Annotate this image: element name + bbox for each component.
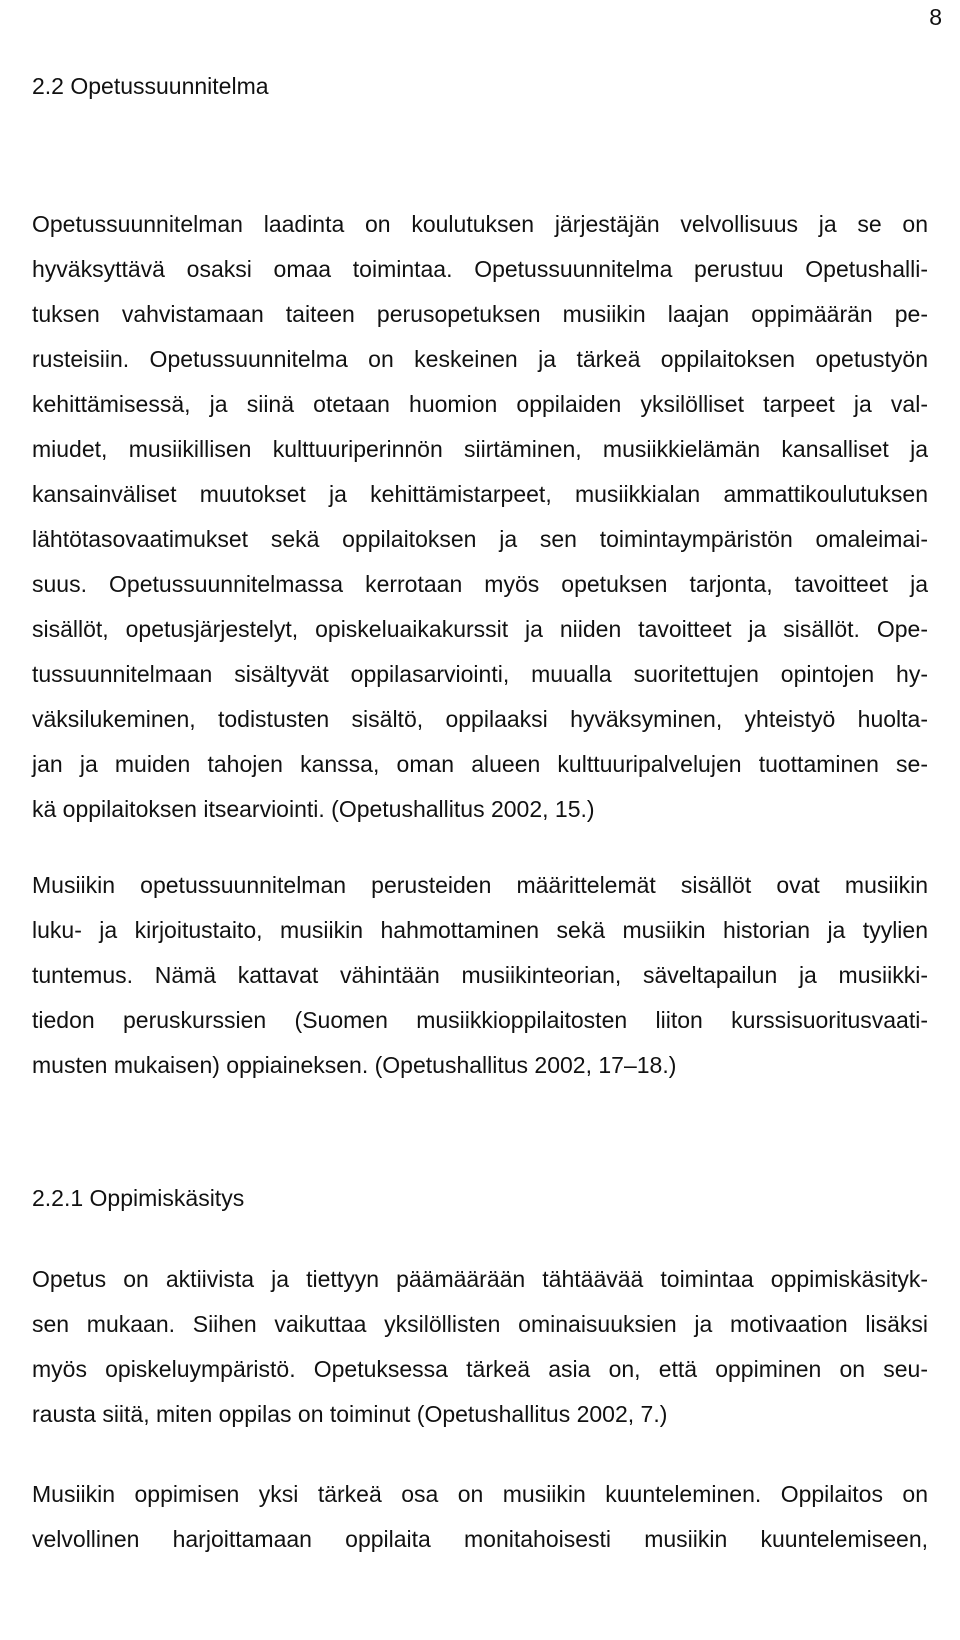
subsection-heading: 2.2.1 Oppimiskäsitys (32, 1185, 245, 1211)
text-line: kansainväliset muutokset ja kehittämistarpeet, musiikkialan ammattikoulutuksen (32, 481, 928, 507)
text-line: musten mukaisen) oppiaineksen. (Opetushallitus 2002, 17–18.) (32, 1052, 677, 1078)
text-line: Opetus on aktiivista ja tiettyyn päämäärään tähtäävää toimintaa oppimiskäsityk- (32, 1266, 928, 1292)
text-line: tussuunnitelmaan sisältyvät oppilasarviointi, muualla suoritettujen opintojen hy- (32, 661, 928, 687)
text-line: kä oppilaitoksen itsearviointi. (Opetushallitus 2002, 15.) (32, 796, 595, 822)
text-line: tuksen vahvistamaan taiteen perusopetuksen musiikin laajan oppimäärän pe- (32, 301, 928, 327)
page-number: 8 (929, 4, 942, 30)
text-line: kehittämisessä, ja siinä otetaan huomion oppilaiden yksilölliset tarpeet ja val- (32, 391, 928, 417)
text-line: rausta siitä, miten oppilas on toiminut (Opetushallitus 2002, 7.) (32, 1401, 668, 1427)
text-line: tuntemus. Nämä kattavat vähintään musiikinteorian, säveltapailun ja musiikki- (32, 962, 928, 988)
text-line: sen mukaan. Siihen vaikuttaa yksilöllisten ominaisuuksien ja motivaation lisäksi (32, 1311, 928, 1337)
text-line: Musiikin opetussuunnitelman perusteiden määrittelemät sisällöt ovat musiikin (32, 872, 928, 898)
text-line: Opetussuunnitelman laadinta on koulutuksen järjestäjän velvollisuus ja se on (32, 211, 928, 237)
text-line: myös opiskeluympäristö. Opetuksessa tärkeä asia on, että oppiminen on seu- (32, 1356, 928, 1382)
text-line: Musiikin oppimisen yksi tärkeä osa on musiikin kuunteleminen. Oppilaitos on (32, 1481, 928, 1507)
text-line: luku- ja kirjoitustaito, musiikin hahmottaminen sekä musiikin historian ja tyylien (32, 917, 928, 943)
text-line: tiedon peruskurssien (Suomen musiikkioppilaitosten liiton kurssisuoritusvaati- (32, 1007, 928, 1033)
text-line: rusteisiin. Opetussuunnitelma on keskeinen ja tärkeä oppilaitoksen opetustyön (32, 346, 928, 372)
text-line: miudet, musiikillisen kulttuuriperinnön siirtäminen, musiikkielämän kansalliset ja (32, 436, 928, 462)
text-line: jan ja muiden tahojen kanssa, oman alueen kulttuuripalvelujen tuottaminen se- (32, 751, 928, 777)
section-heading: 2.2 Opetussuunnitelma (32, 73, 269, 99)
text-line: väksilukeminen, todistusten sisältö, oppilaaksi hyväksyminen, yhteistyö huolta- (32, 706, 928, 732)
text-line: hyväksyttävä osaksi omaa toimintaa. Opetussuunnitelma perustuu Opetushalli- (32, 256, 928, 282)
text-line: suus. Opetussuunnitelmassa kerrotaan myös opetuksen tarjonta, tavoitteet ja (32, 571, 928, 597)
text-line: lähtötasovaatimukset sekä oppilaitoksen ja sen toimintaympäristön omaleimai- (32, 526, 928, 552)
text-line: sisällöt, opetusjärjestelyt, opiskeluaikakurssit ja niiden tavoitteet ja sisällöt. Ope- (32, 616, 928, 642)
text-line: velvollinen harjoittamaan oppilaita monitahoisesti musiikin kuuntelemiseen, (32, 1526, 928, 1552)
